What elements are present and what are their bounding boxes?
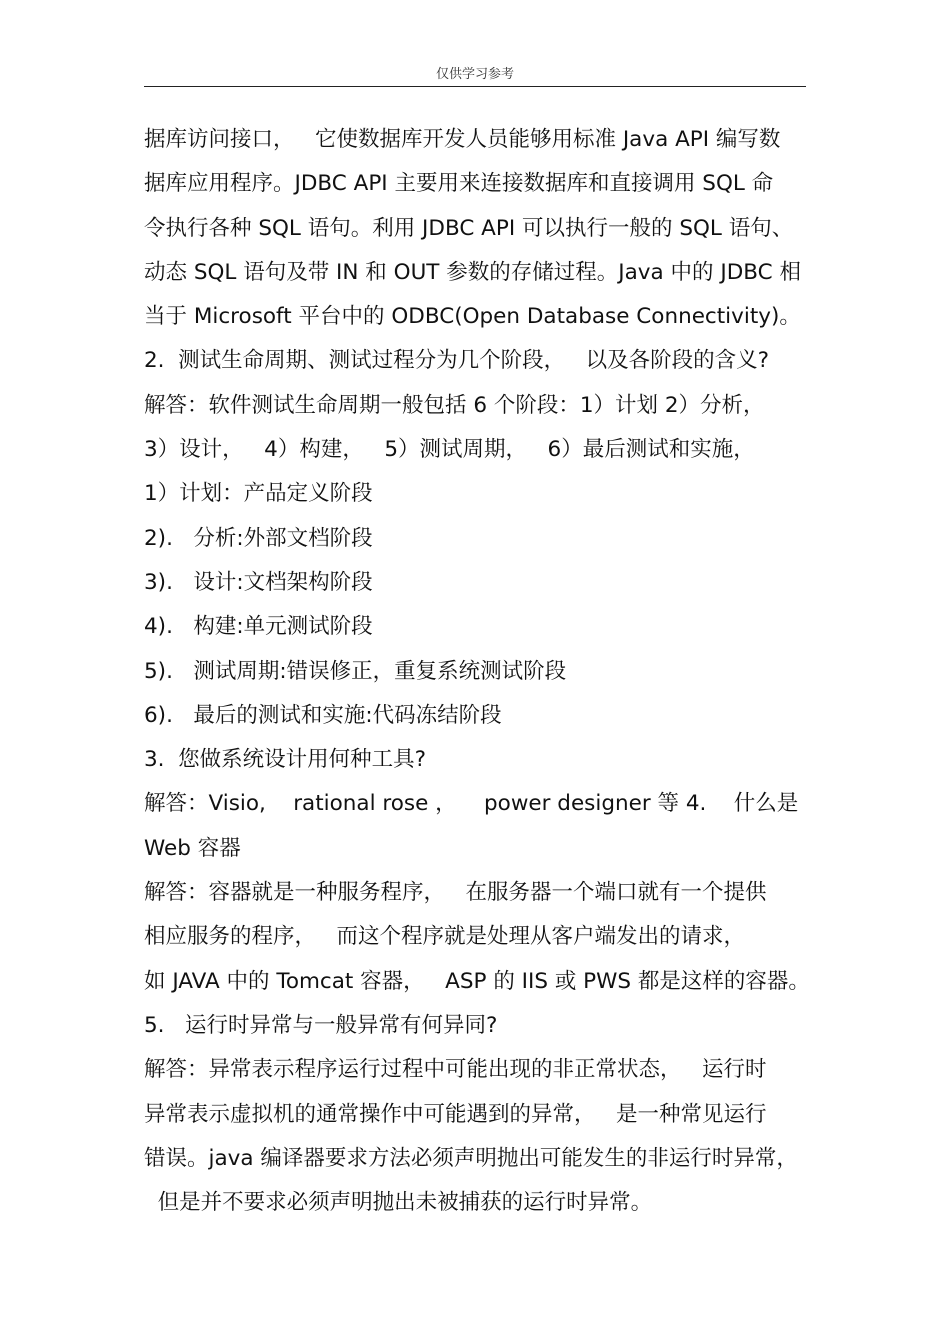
text-line: 当于 Microsoft 平台中的 ODBC(Open Database Connectivity)。	[144, 304, 801, 330]
list-item: 1）计划：产品定义阶段	[144, 481, 373, 507]
question-heading: 2. 测试生命周期、测试过程分为几个阶段， 以及各阶段的含义?	[144, 348, 770, 374]
answer-line: 解答：Visio, rational rose ， power designer 等 4. 什么是	[144, 791, 799, 817]
text-line: 动态 SQL 语句及带 IN 和 OUT 参数的存储过程。Java 中的 JDBC 相	[144, 259, 801, 285]
document-body	[144, 118, 816, 1225]
text-line: 但是并不要求必须声明抛出未被捕获的运行时异常。	[144, 1190, 653, 1216]
text-line: Web 容器	[144, 835, 241, 861]
page-header: 仅供学习参考	[435, 67, 514, 82]
answer-line: 解答：异常表示程序运行过程中可能出现的非正常状态， 运行时	[144, 1057, 767, 1083]
list-item: 3). 设计:文档架构阶段	[144, 569, 373, 595]
question-heading: 5. 运行时异常与一般异常有何异同?	[144, 1012, 498, 1038]
list-item: 2). 分析:外部文档阶段	[144, 525, 373, 551]
text-line: 相应服务的程序， 而这个程序就是处理从客户端发出的请求，	[144, 924, 746, 950]
text-line: 错误。java 编译器要求方法必须声明抛出可能发生的非运行时异常，	[144, 1145, 798, 1171]
text-line: 3）设计， 4）构建， 5）测试周期， 6）最后测试和实施，	[144, 437, 755, 463]
list-item: 4). 构建:单元测试阶段	[144, 614, 373, 640]
header-divider	[144, 86, 806, 87]
answer-line: 解答：容器就是一种服务程序， 在服务器一个端口就有一个提供	[144, 880, 767, 906]
answer-line: 解答：软件测试生命周期一般包括 6 个阶段：1）计划 2）分析，	[144, 392, 765, 418]
text-line: 据库应用程序。JDBC API 主要用来连接数据库和直接调用 SQL 命	[144, 171, 774, 197]
text-line: 据库访问接口， 它使数据库开发人员能够用标准 Java API 编写数	[144, 127, 781, 152]
list-item: 6). 最后的测试和实施:代码冻结阶段	[144, 702, 502, 728]
text-line: 如 JAVA 中的 Tomcat 容器， ASP 的 IIS 或 PWS 都是这样的容器。	[144, 968, 810, 994]
text-line: 令执行各种 SQL 语句。利用 JDBC API 可以执行一般的 SQL 语句、	[144, 215, 794, 241]
list-item: 5). 测试周期:错误修正，重复系统测试阶段	[144, 658, 567, 684]
text-line: 异常表示虚拟机的通常操作中可能遇到的异常， 是一种常见运行	[144, 1101, 767, 1127]
question-heading: 3. 您做系统设计用何种工具?	[144, 747, 427, 773]
